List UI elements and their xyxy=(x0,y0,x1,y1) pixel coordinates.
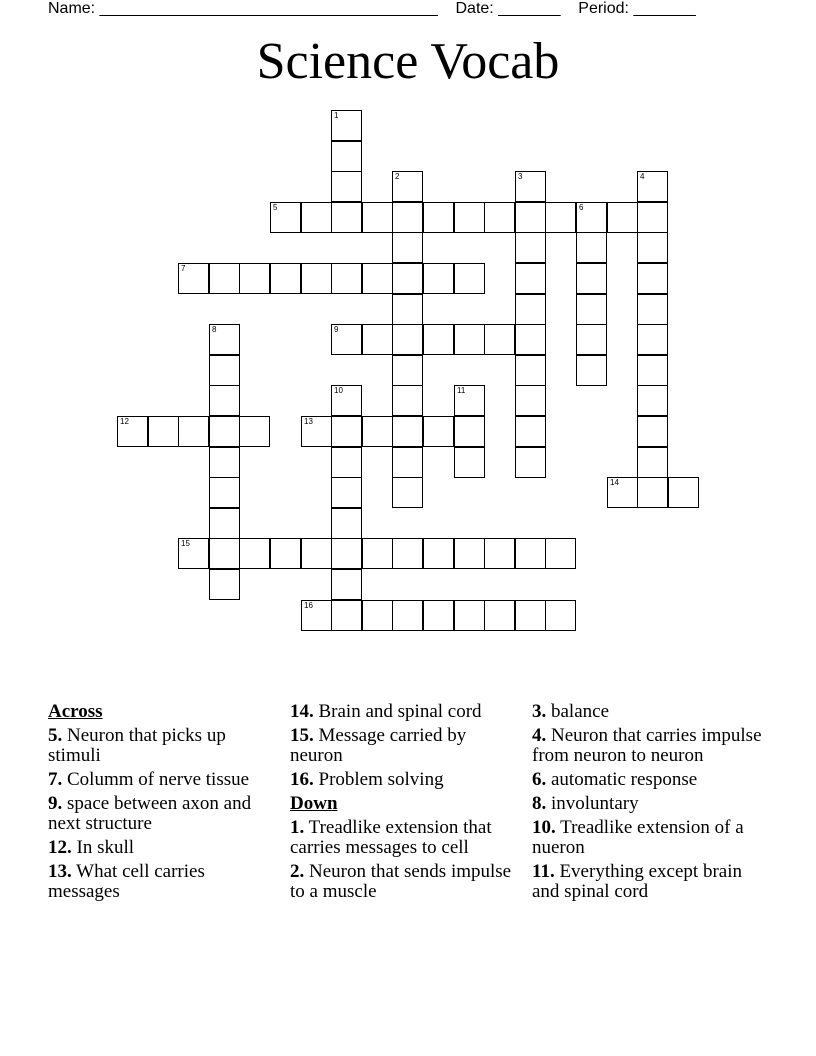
crossword-cell[interactable] xyxy=(362,600,393,631)
clues-column-1 xyxy=(48,702,274,906)
cell-number: 2 xyxy=(395,172,400,181)
crossword-cell[interactable] xyxy=(637,355,668,386)
clue-number: 3. xyxy=(532,701,547,722)
clue-down-10 xyxy=(532,818,772,858)
crossword-cell[interactable] xyxy=(576,324,607,355)
crossword-cell[interactable] xyxy=(607,202,638,233)
clue-text: Everything except brain and spinal cord xyxy=(532,861,742,902)
name-label: Name: xyxy=(48,0,96,17)
crossword-cell[interactable] xyxy=(545,600,576,631)
crossword-cell[interactable] xyxy=(392,538,423,569)
clue-text: balance xyxy=(551,701,610,722)
crossword-cell[interactable] xyxy=(637,477,668,508)
crossword-cell[interactable] xyxy=(392,294,423,325)
crossword-cell[interactable] xyxy=(209,477,240,508)
clue-number: 13. xyxy=(48,861,72,882)
clue-across-7 xyxy=(48,770,274,790)
period-blank: _______ xyxy=(633,0,696,17)
clue-text: automatic response xyxy=(551,769,698,790)
crossword-cell[interactable] xyxy=(423,263,454,294)
clue-text: Treadlike extension of a nueron xyxy=(532,817,744,858)
crossword-cell[interactable] xyxy=(270,263,301,294)
crossword-cell[interactable] xyxy=(392,416,423,447)
crossword-cell[interactable] xyxy=(637,171,668,202)
crossword-cell[interactable] xyxy=(331,263,362,294)
crossword-cell[interactable] xyxy=(454,600,485,631)
crossword-cell[interactable] xyxy=(239,416,270,447)
crossword-cell[interactable] xyxy=(331,569,362,600)
crossword-cell[interactable] xyxy=(637,202,668,233)
clue-number: 6. xyxy=(532,769,547,790)
crossword-cell[interactable] xyxy=(209,385,240,416)
crossword-cell[interactable] xyxy=(331,600,362,631)
period-label: Period: xyxy=(578,0,629,17)
clue-text: Neuron that picks up stimuli xyxy=(48,725,226,766)
crossword-cell[interactable] xyxy=(209,416,240,447)
cell-number: 16 xyxy=(304,601,313,610)
cell-number: 9 xyxy=(334,325,339,334)
crossword-cell[interactable] xyxy=(301,416,332,447)
crossword-cell[interactable] xyxy=(270,202,301,233)
crossword-cell[interactable] xyxy=(423,538,454,569)
crossword-cell[interactable] xyxy=(331,202,362,233)
crossword-cell[interactable] xyxy=(209,538,240,569)
cell-number: 10 xyxy=(334,386,343,395)
crossword-cell[interactable] xyxy=(392,263,423,294)
clue-across-15 xyxy=(290,726,518,766)
crossword-cell[interactable] xyxy=(301,263,332,294)
crossword-cell[interactable] xyxy=(178,538,209,569)
cell-number: 14 xyxy=(610,478,619,487)
crossword-cell[interactable] xyxy=(331,416,362,447)
date-label: Date: xyxy=(455,0,494,17)
cell-number: 13 xyxy=(304,417,313,426)
crossword-cell[interactable] xyxy=(515,324,546,355)
cell-number: 1 xyxy=(334,111,339,120)
clues-column-2 xyxy=(290,702,518,906)
cell-number: 11 xyxy=(457,386,466,395)
crossword-cell[interactable] xyxy=(576,232,607,263)
crossword-cell[interactable] xyxy=(484,600,515,631)
clue-down-11 xyxy=(532,862,772,902)
cell-number: 12 xyxy=(120,417,129,426)
crossword-cell[interactable] xyxy=(545,202,576,233)
clue-down-3 xyxy=(532,702,772,722)
clue-number: 5. xyxy=(48,725,63,746)
clue-text: Brain and spinal cord xyxy=(318,701,482,722)
crossword-cell[interactable] xyxy=(423,600,454,631)
crossword-cell[interactable] xyxy=(301,202,332,233)
crossword-cell[interactable] xyxy=(515,538,546,569)
crossword-cell[interactable] xyxy=(484,324,515,355)
clue-number: 12. xyxy=(48,837,72,858)
crossword-cell[interactable] xyxy=(178,263,209,294)
clue-number: 8. xyxy=(532,793,547,814)
clue-text: What cell carries messages xyxy=(48,861,205,902)
clue-number: 16. xyxy=(290,769,314,790)
crossword-cell[interactable] xyxy=(637,232,668,263)
crossword-cell[interactable] xyxy=(515,385,546,416)
clue-number: 15. xyxy=(290,725,314,746)
clue-number: 1. xyxy=(290,817,305,838)
crossword-cell[interactable] xyxy=(423,324,454,355)
crossword-cell[interactable] xyxy=(392,232,423,263)
crossword-cell[interactable] xyxy=(392,324,423,355)
crossword-cell[interactable] xyxy=(331,110,362,141)
crossword-cell[interactable] xyxy=(331,141,362,172)
clue-across-13 xyxy=(48,862,274,902)
crossword-cell[interactable] xyxy=(576,202,607,233)
date-blank: _______ xyxy=(498,0,561,17)
crossword-cell[interactable] xyxy=(209,324,240,355)
crossword-cell[interactable] xyxy=(362,263,393,294)
crossword-cell[interactable] xyxy=(576,355,607,386)
crossword-cell[interactable] xyxy=(270,538,301,569)
page-title: Science Vocab xyxy=(256,33,560,90)
crossword-cell[interactable] xyxy=(178,416,209,447)
crossword-cell[interactable] xyxy=(239,538,270,569)
crossword-cell[interactable] xyxy=(392,600,423,631)
clue-text: space between axon and next structure xyxy=(48,793,252,834)
crossword-cell[interactable] xyxy=(301,538,332,569)
crossword-cell[interactable] xyxy=(209,263,240,294)
crossword-cell[interactable] xyxy=(209,355,240,386)
crossword-cell[interactable] xyxy=(392,202,423,233)
crossword-cell[interactable] xyxy=(637,324,668,355)
crossword-cell[interactable] xyxy=(392,447,423,478)
crossword-cell[interactable] xyxy=(637,294,668,325)
clue-number: 14. xyxy=(290,701,314,722)
cell-number: 4 xyxy=(640,172,645,181)
crossword-cell[interactable] xyxy=(362,324,393,355)
clue-across-14 xyxy=(290,702,518,722)
crossword-cell[interactable] xyxy=(301,600,332,631)
crossword-cell[interactable] xyxy=(607,477,638,508)
clue-across-9 xyxy=(48,794,274,834)
crossword-cell[interactable] xyxy=(331,508,362,539)
cell-number: 7 xyxy=(181,264,186,273)
crossword-cell[interactable] xyxy=(423,202,454,233)
clue-across-5 xyxy=(48,726,274,766)
crossword-cell[interactable] xyxy=(331,171,362,202)
crossword-cell[interactable] xyxy=(576,263,607,294)
crossword-cell[interactable] xyxy=(331,385,362,416)
clue-text: In skull xyxy=(76,837,135,858)
clue-across-16 xyxy=(290,770,518,790)
crossword-cell[interactable] xyxy=(392,477,423,508)
crossword-cell[interactable] xyxy=(515,171,546,202)
clue-number: 7. xyxy=(48,769,63,790)
across-heading: Across xyxy=(48,701,103,722)
crossword-cell[interactable] xyxy=(515,355,546,386)
cell-number: 8 xyxy=(212,325,217,334)
clue-number: 2. xyxy=(290,861,305,882)
clue-text: Columm of nerve tissue xyxy=(67,769,250,790)
crossword-cell[interactable] xyxy=(239,263,270,294)
down-heading: Down xyxy=(290,793,338,814)
clue-text: Message carried by neuron xyxy=(290,725,467,766)
crossword-cell[interactable] xyxy=(148,416,179,447)
crossword-cell[interactable] xyxy=(515,416,546,447)
crossword-cell[interactable] xyxy=(331,324,362,355)
cell-number: 6 xyxy=(579,203,584,212)
crossword-cell[interactable] xyxy=(515,202,546,233)
clue-across-12 xyxy=(48,838,274,858)
clue-number: 10. xyxy=(532,817,556,838)
cell-number: 15 xyxy=(181,539,190,548)
crossword-cell[interactable] xyxy=(454,447,485,478)
clue-down-2 xyxy=(290,862,518,902)
name-blank: ______________________________________ xyxy=(99,0,438,17)
clue-number: 4. xyxy=(532,725,547,746)
crossword-cell[interactable] xyxy=(392,385,423,416)
clue-number: 9. xyxy=(48,793,63,814)
crossword-cell[interactable] xyxy=(331,477,362,508)
clue-number: 11. xyxy=(532,861,555,882)
crossword-cell[interactable] xyxy=(515,447,546,478)
crossword-cell[interactable] xyxy=(668,477,699,508)
clue-down-4 xyxy=(532,726,772,766)
crossword-cell[interactable] xyxy=(392,355,423,386)
crossword-cell[interactable] xyxy=(637,385,668,416)
crossword-cell[interactable] xyxy=(209,447,240,478)
crossword-cell[interactable] xyxy=(331,538,362,569)
crossword-cell[interactable] xyxy=(362,202,393,233)
crossword-cell[interactable] xyxy=(362,538,393,569)
crossword-cell[interactable] xyxy=(515,232,546,263)
clue-text: Treadlike extension that carries messages to cell xyxy=(290,817,492,858)
clue-text: involuntary xyxy=(551,793,639,814)
crossword-cell[interactable] xyxy=(454,538,485,569)
crossword-cell[interactable] xyxy=(454,385,485,416)
clues-column-3 xyxy=(532,702,772,906)
crossword-cell[interactable] xyxy=(331,447,362,478)
clue-down-8 xyxy=(532,794,772,814)
crossword-cell[interactable] xyxy=(454,202,485,233)
header-line xyxy=(48,0,696,18)
cell-number: 5 xyxy=(273,203,278,212)
crossword-cell[interactable] xyxy=(545,538,576,569)
crossword-cell[interactable] xyxy=(515,294,546,325)
cell-number: 3 xyxy=(518,172,523,181)
crossword-cell[interactable] xyxy=(637,416,668,447)
crossword-cell[interactable] xyxy=(117,416,148,447)
crossword-cell[interactable] xyxy=(454,324,485,355)
crossword-cell[interactable] xyxy=(362,416,393,447)
crossword-cell[interactable] xyxy=(454,416,485,447)
crossword-cell[interactable] xyxy=(637,263,668,294)
crossword-cell[interactable] xyxy=(576,294,607,325)
crossword-cell[interactable] xyxy=(484,202,515,233)
crossword-cell[interactable] xyxy=(454,263,485,294)
crossword-cell[interactable] xyxy=(515,263,546,294)
clue-down-6 xyxy=(532,770,772,790)
crossword-cell[interactable] xyxy=(637,447,668,478)
clue-down-1 xyxy=(290,818,518,858)
crossword-cell[interactable] xyxy=(392,171,423,202)
crossword-cell[interactable] xyxy=(515,600,546,631)
crossword-cell[interactable] xyxy=(209,508,240,539)
crossword-cell[interactable] xyxy=(423,416,454,447)
crossword-cell[interactable] xyxy=(209,569,240,600)
crossword-cell[interactable] xyxy=(484,538,515,569)
clue-text: Problem solving xyxy=(318,769,444,790)
clue-text: Neuron that sends impulse to a muscle xyxy=(290,861,512,902)
clue-text: Neuron that carries impulse from neuron to neuron xyxy=(532,725,762,766)
